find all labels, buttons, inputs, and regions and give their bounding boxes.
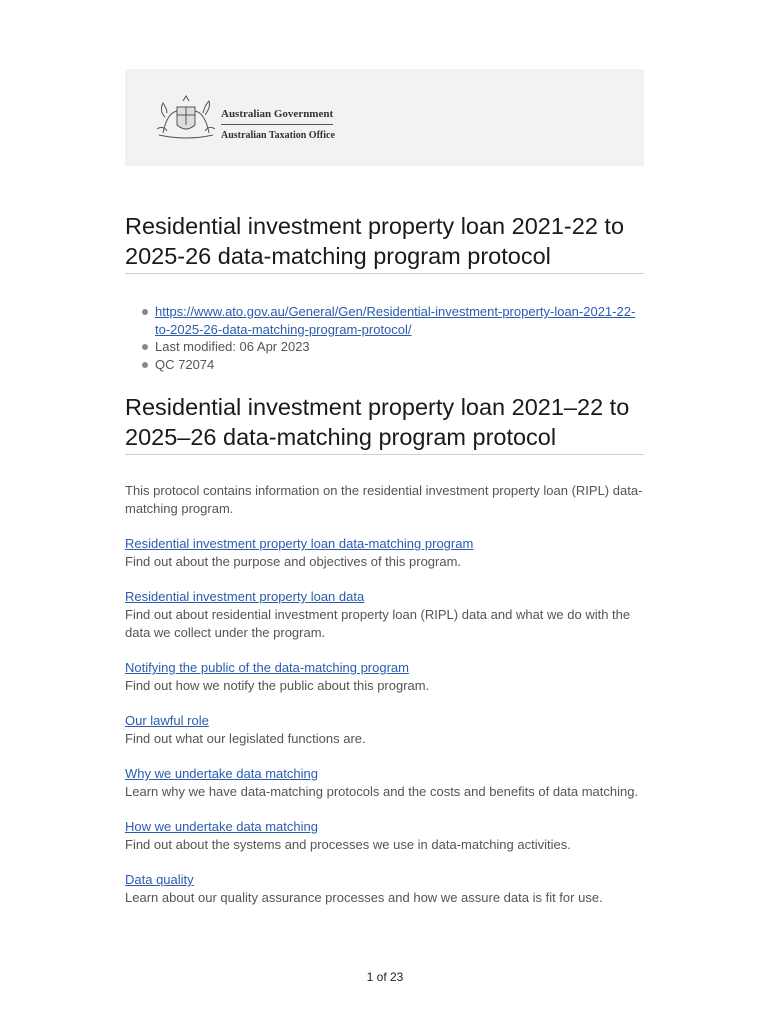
section-item <box>125 765 647 801</box>
section-item <box>125 659 647 695</box>
section-link[interactable]: Residential investment property loan data-matching program <box>125 536 474 551</box>
section-item <box>125 818 647 854</box>
ato-banner <box>125 69 644 166</box>
meta-qc: QC 72074 <box>125 356 644 374</box>
section-description: Find out what our legislated functions are. <box>125 731 366 746</box>
content-body <box>125 482 647 924</box>
section-title: Residential investment property loan 2021–22 to 2025–26 data-matching program protocol <box>125 392 644 455</box>
section-link[interactable]: Data quality <box>125 872 194 887</box>
section-link[interactable]: Residential investment property loan data <box>125 589 365 604</box>
meta-list <box>125 303 644 373</box>
section-item <box>125 535 647 571</box>
agency-name <box>221 107 335 143</box>
section-link[interactable]: Notifying the public of the data-matching program <box>125 660 409 675</box>
page-number: 1 of 23 <box>366 970 404 984</box>
coat-of-arms-logo <box>153 93 219 141</box>
section-link[interactable]: Our lawful role <box>125 713 209 728</box>
page-title: Residential investment property loan 2021-22 to 2025-26 data-matching program protocol <box>125 211 644 274</box>
intro-text: This protocol contains information on the residential investment property loan (RIPL) data-matching program. <box>125 483 643 516</box>
section-description: Learn about our quality assurance processes and how we assure data is fit for use. <box>125 890 603 905</box>
source-url-link[interactable]: https://www.ato.gov.au/General/Gen/Residential-investment-property-loan-2021-22-to-2025-26-data-matching-program-protocol/ <box>155 304 636 337</box>
section-description: Find out about residential investment property loan (RIPL) data and what we do with the data we collect under the program. <box>125 607 631 640</box>
section-item <box>125 871 647 907</box>
section-item <box>125 712 647 748</box>
section-description: Learn why we have data-matching protocols and the costs and benefits of data matching. <box>125 784 639 799</box>
meta-url-item <box>125 303 644 338</box>
section-link[interactable]: How we undertake data matching <box>125 819 318 834</box>
government-label: Australian Government <box>221 107 333 125</box>
agency-label: Australian Taxation Office <box>221 130 335 141</box>
section-description: Find out how we notify the public about this program. <box>125 678 430 693</box>
section-description: Find out about the purpose and objectives of this program. <box>125 554 462 569</box>
section-link[interactable]: Why we undertake data matching <box>125 766 318 781</box>
section-description: Find out about the systems and processes we use in data-matching activities. <box>125 837 571 852</box>
section-item <box>125 588 647 642</box>
meta-last-modified: Last modified: 06 Apr 2023 <box>125 338 644 356</box>
